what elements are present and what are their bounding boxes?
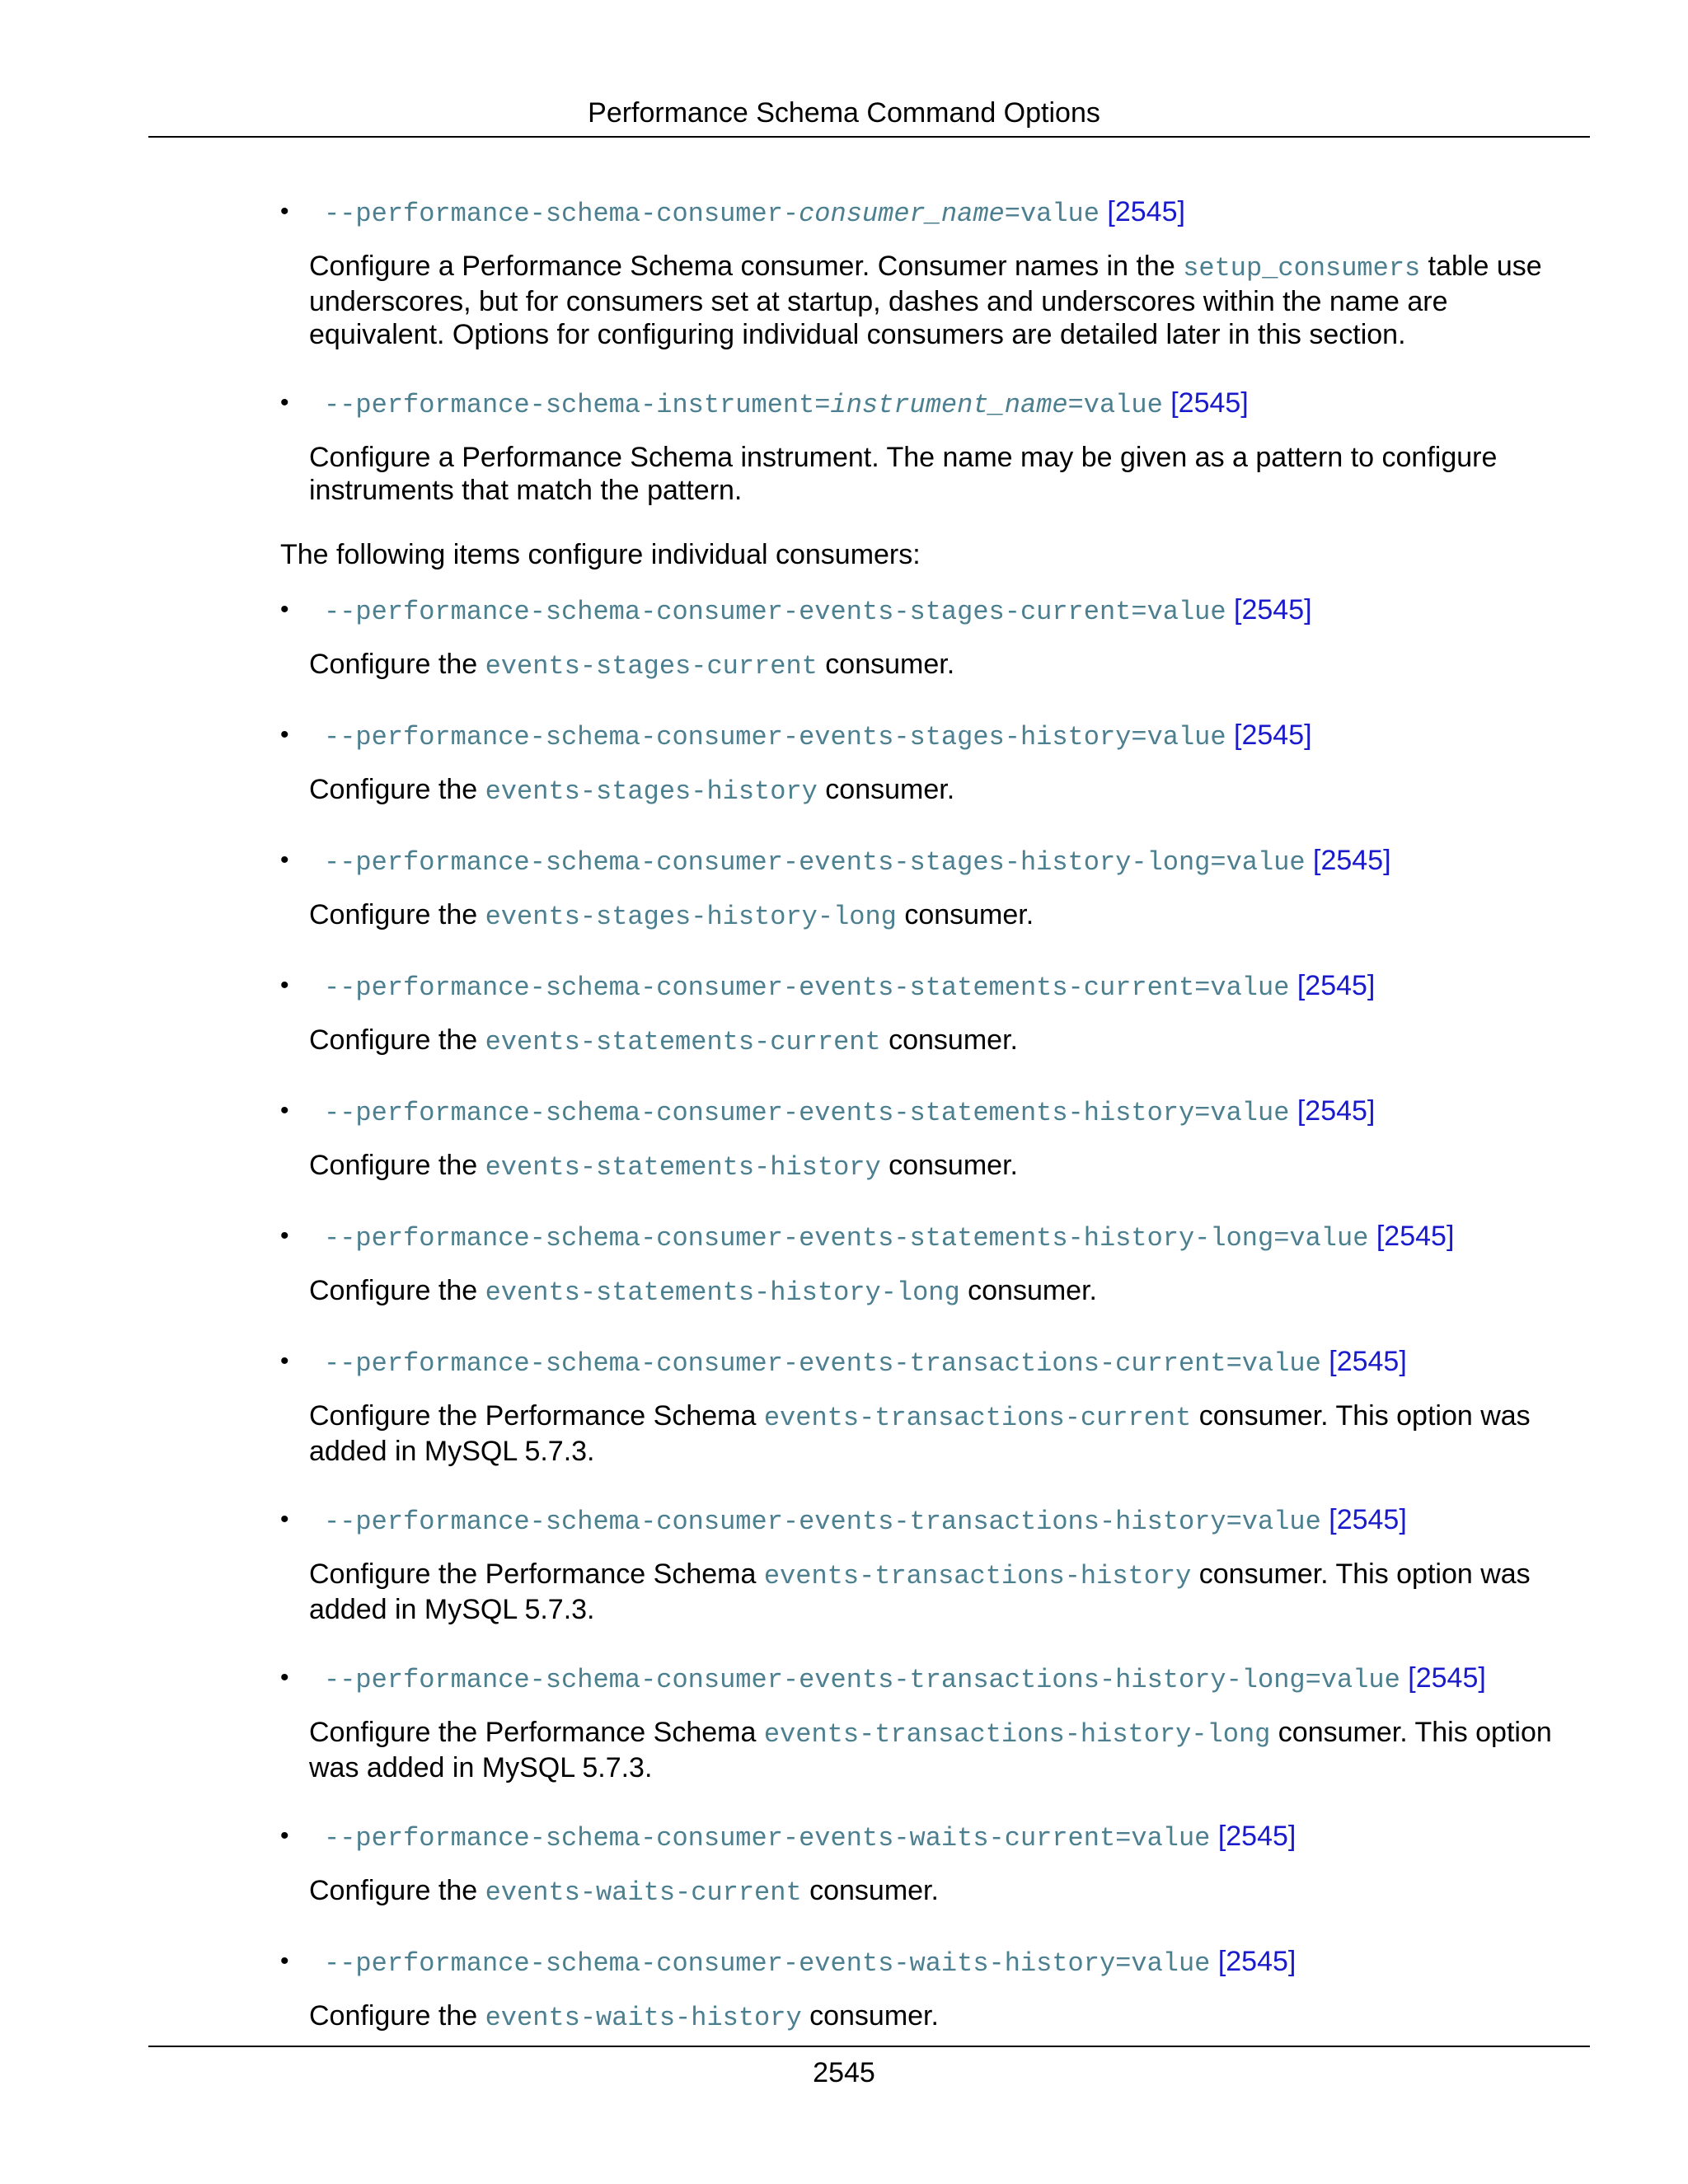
description-text: consumer. (817, 649, 955, 680)
consumer-option-item (280, 1657, 1582, 1816)
option-name: --performance-schema-consumer-events-statements-current=value (324, 972, 1290, 1003)
page-reference-link[interactable]: [2545] (1217, 1821, 1296, 1852)
bullet-icon: • (280, 972, 289, 999)
option-name-prefix: --performance-schema-instrument= (324, 390, 831, 420)
inline-code: events-transactions-history (763, 1561, 1192, 1591)
inline-code: events-statements-history (485, 1152, 881, 1183)
header-rule (148, 136, 1590, 138)
page-reference-link[interactable]: [2545] (1329, 1504, 1407, 1535)
description-text: consumer. (880, 1150, 1018, 1181)
consumer-option-item (280, 840, 1582, 965)
consumer-option-item (280, 1090, 1582, 1216)
consumer-option-item (280, 1499, 1582, 1657)
page-reference-link[interactable]: [2545] (1234, 719, 1312, 751)
description-text: Configure the (309, 1150, 485, 1181)
option-name: --performance-schema-consumer-events-transactions-history=value (324, 1507, 1321, 1537)
page-reference-link[interactable]: [2545] (1217, 1946, 1296, 1977)
inline-code: events-statements-current (485, 1027, 881, 1057)
option-name-prefix: --performance-schema-consumer- (324, 199, 799, 229)
inline-code: events-stages-history (485, 776, 818, 807)
option-description (309, 250, 1587, 351)
option-line (280, 1090, 1582, 1134)
description-text: table use underscores, but for consumers set at startup, dashes and underscores within the name are equivalent. Options for configuring individual consumers are detailed later in this section. (309, 251, 1542, 350)
consumer-option-item (280, 589, 1582, 715)
option-description (309, 1999, 1587, 2035)
consumer-option-list (280, 589, 1582, 2066)
option-line (280, 715, 1582, 758)
bullet-icon: • (280, 1506, 289, 1533)
description-text: Configure the (309, 1275, 485, 1306)
bullet-icon: • (280, 1664, 289, 1691)
option-description (309, 898, 1587, 934)
bullet-icon: • (280, 1347, 289, 1375)
description-text: consumer. (801, 2000, 939, 2032)
option-item (280, 382, 1582, 538)
option-name-placeholder: consumer_name (799, 199, 1005, 229)
page-reference-link[interactable]: [2545] (1296, 970, 1376, 1001)
option-line (280, 1941, 1582, 1985)
consumer-option-item (280, 965, 1582, 1090)
option-description (309, 441, 1587, 507)
description-text: Configure the (309, 1875, 485, 1906)
option-name-suffix: =value (1067, 390, 1163, 420)
bullet-icon: • (280, 1097, 289, 1124)
inline-code: events-waits-current (485, 1877, 802, 1908)
option-description (309, 773, 1587, 808)
description-text: consumer. This option was added in MySQL 5.7.3. (309, 1717, 1552, 1783)
option-description (309, 1274, 1587, 1310)
option-description (309, 1399, 1587, 1468)
option-description (309, 1874, 1587, 1910)
option-name: --performance-schema-consumer-events-statements-history=value (324, 1098, 1290, 1128)
option-name: --performance-schema-consumer-events-stages-history-long=value (324, 847, 1306, 878)
description-text: Configure the (309, 774, 485, 805)
page-header-title: Performance Schema Command Options (588, 97, 1100, 129)
option-description (309, 648, 1587, 683)
inline-code: events-waits-history (485, 2003, 802, 2033)
option-line (280, 1499, 1582, 1543)
description-text: Configure the Performance Schema (309, 1558, 764, 1590)
page-reference-link[interactable]: [2545] (1329, 1346, 1407, 1377)
option-line (280, 1341, 1582, 1385)
option-description (309, 1558, 1587, 1626)
page-reference-link[interactable]: [2545] (1296, 1095, 1376, 1127)
option-description (309, 1024, 1587, 1059)
option-description (309, 1149, 1587, 1184)
footer-rule (148, 2046, 1590, 2047)
bullet-icon: • (280, 1947, 289, 1975)
bullet-icon: • (280, 721, 289, 748)
inline-code: events-stages-history-long (485, 902, 897, 932)
consumer-option-item (280, 1341, 1582, 1499)
description-text: consumer. (817, 774, 955, 805)
option-line (280, 1216, 1582, 1259)
consumer-option-item (280, 1941, 1582, 2066)
option-name-placeholder: instrument_name (830, 390, 1068, 420)
description-text: consumer. This option was added in MySQL 5.7.3. (309, 1400, 1531, 1467)
inline-code: events-statements-history-long (485, 1277, 960, 1308)
page-reference-link[interactable]: [2545] (1376, 1221, 1455, 1252)
option-name-suffix: =value (1004, 199, 1100, 229)
bullet-icon: • (280, 846, 289, 874)
description-text: Configure a Performance Schema instrument. The name may be given as a pattern to configure instruments that match the pattern. (309, 442, 1498, 506)
page-reference-link[interactable]: [2545] (1170, 387, 1249, 419)
description-text: Configure the (309, 1024, 485, 1056)
page-reference-link[interactable]: [2545] (1313, 845, 1391, 876)
option-name: --performance-schema-consumer-events-transactions-history-long=value (324, 1665, 1400, 1695)
description-text: consumer. (880, 1024, 1018, 1056)
option-line (280, 382, 1582, 426)
option-name: --performance-schema-consumer-events-statements-history-long=value (324, 1223, 1369, 1254)
bullet-icon: • (280, 389, 289, 416)
consumer-option-item (280, 1216, 1582, 1341)
description-text: consumer. This option was added in MySQL 5.7.3. (309, 1558, 1531, 1625)
option-name: --performance-schema-consumer-events-stages-current=value (324, 597, 1226, 627)
option-name: --performance-schema-consumer-events-stages-history=value (324, 722, 1226, 752)
consumer-option-item (280, 715, 1582, 840)
description-text: Configure the (309, 2000, 485, 2032)
bullet-icon: • (280, 1222, 289, 1249)
page-reference-link[interactable]: [2545] (1234, 594, 1312, 626)
description-text: consumer. (896, 899, 1034, 930)
description-text: Configure a Performance Schema consumer. Consumer names in the (309, 251, 1184, 282)
page-number: 2545 (813, 2057, 875, 2088)
description-text: consumer. (801, 1875, 939, 1906)
consumer-option-item (280, 1816, 1582, 1941)
inline-code: events-transactions-history-long (763, 1719, 1271, 1750)
page-content (280, 191, 1582, 2066)
option-name: --performance-schema-consumer-events-transactions-current=value (324, 1348, 1321, 1379)
description-text: Configure the Performance Schema (309, 1400, 764, 1432)
option-line (280, 840, 1582, 883)
page-reference-link[interactable]: [2545] (1107, 196, 1185, 227)
description-text: Configure the (309, 899, 485, 930)
bullet-icon: • (280, 198, 289, 225)
description-text: consumer. (959, 1275, 1097, 1306)
option-line (280, 589, 1582, 633)
option-line (280, 1657, 1582, 1701)
page-reference-link[interactable]: [2545] (1408, 1662, 1486, 1694)
option-name: --performance-schema-consumer-events-waits-current=value (324, 1823, 1211, 1854)
consumers-intro-text: The following items configure individual consumers: (280, 539, 921, 570)
inline-code: events-stages-current (485, 651, 818, 682)
option-line (280, 1816, 1582, 1859)
description-text: Configure the Performance Schema (309, 1717, 764, 1748)
inline-code: setup_consumers (1183, 253, 1421, 284)
option-description (309, 1716, 1587, 1784)
description-text: Configure the (309, 649, 485, 680)
bullet-icon: • (280, 1822, 289, 1849)
bullet-icon: • (280, 596, 289, 623)
option-line (280, 965, 1582, 1009)
option-item (280, 191, 1582, 382)
option-line (280, 191, 1582, 235)
option-name: --performance-schema-consumer-events-waits-history=value (324, 1948, 1211, 1979)
inline-code: events-transactions-current (763, 1403, 1192, 1433)
